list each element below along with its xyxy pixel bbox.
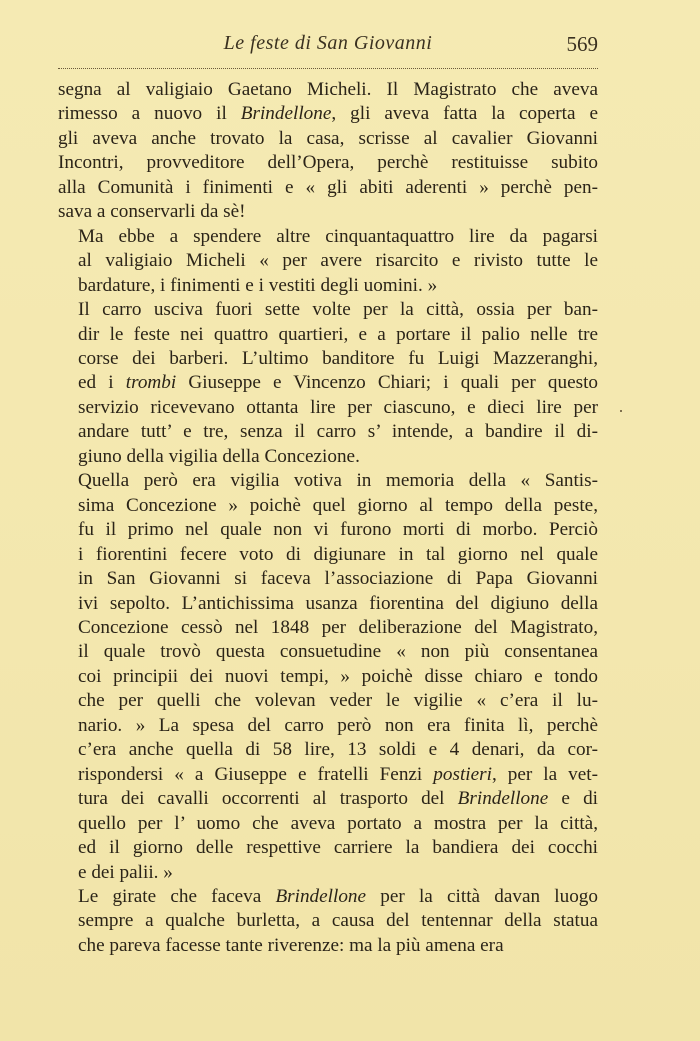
text-line: ed i trombi Giuseppe e Vincenzo Chiari; i quali per questo (78, 372, 598, 394)
paragraph (58, 225, 598, 298)
paragraph (58, 885, 598, 958)
text-line: ed il giorno delle respettive carriere la bandiera dei cocchi (78, 837, 598, 859)
text-line: c’era anche quella di 58 lire, 13 soldi e 4 denari, da cor- (78, 739, 598, 761)
text-line: in San Giovanni si faceva l’associazione di Papa Giovanni (78, 568, 598, 590)
text-line: Incontri, provveditore dell’Opera, perchè restituisse subito (58, 152, 598, 174)
text-line: gli aveva anche trovato la casa, scrisse al cavalier Giovanni (58, 127, 598, 149)
text-line: e dei palii. » (78, 861, 173, 883)
text-line: Ma ebbe a spendere altre cinquantaquattro lire da pagarsi (78, 225, 598, 247)
text-line: rimesso a nuovo il Brindellone, gli aveva fatta la coperta e (58, 103, 598, 125)
text-line: Le girate che faceva Brindellone per la città davan luogo (78, 885, 598, 907)
text-line: ivi sepolto. L’antichissima usanza fiorentina del digiuno della (78, 592, 598, 614)
text-line: andare tutt’ e tre, senza il carro s’ intende, a bandire il di- (78, 421, 598, 443)
text-line: segna al valigiaio Gaetano Micheli. Il Magistrato che aveva (58, 79, 598, 100)
text-line: fu il primo nel quale non vi furono morti di morbo. Perciò (78, 519, 598, 541)
text-line: quello per l’ uomo che aveva portato a mostra per la città, (78, 812, 598, 834)
margin-mark (620, 410, 622, 412)
body-text (58, 78, 598, 958)
text-line: il quale trovò questa consuetudine « non più consentanea (78, 641, 598, 663)
text-line: che per quelli che volevan veder le vigilie « c’era il lu- (78, 690, 598, 712)
text-line: servizio ricevevano ottanta lire per ciascuno, e dieci lire per (78, 396, 598, 418)
running-title: Le feste di San Giovanni (223, 32, 433, 54)
text-line: i fiorentini fecere voto di digiunare in tal giorno nel quale (78, 543, 598, 565)
text-line: Concezione cessò nel 1848 per deliberazione del Magistrato, (78, 616, 598, 638)
text-line: rispondersi « a Giuseppe e fratelli Fenzi postieri, per la vet- (78, 763, 598, 785)
header-rule (58, 68, 598, 69)
text-line: sima Concezione » poichè quel giorno al tempo della peste, (78, 494, 598, 516)
text-line: bardature, i finimenti e i vestiti degli uomini. » (78, 274, 438, 296)
text-line: corse dei barberi. L’ultimo banditore fu Luigi Mazzeranghi, (78, 347, 598, 369)
paragraph (58, 298, 598, 469)
text-line: Il carro usciva fuori sette volte per la città, ossia per ban- (78, 299, 598, 321)
text-line: dir le feste nei quattro quartieri, e a portare il palio nelle tre (78, 323, 598, 345)
text-line: alla Comunità i finimenti e « gli abiti aderenti » perchè pen- (58, 176, 598, 198)
text-line: tura dei cavalli occorrenti al trasporto del Brindellone e di (78, 788, 598, 810)
page-number: 569 (566, 32, 598, 56)
text-line: sava a conservarli da sè! (58, 201, 246, 223)
paragraph (58, 78, 598, 225)
paragraph (58, 469, 598, 885)
text-line: sempre a qualche burletta, a causa del tentennar della statua (78, 910, 598, 932)
text-line: nario. » La spesa del carro però non era finita lì, perchè (78, 714, 598, 736)
text-line: al valigiaio Micheli « per avere risarcito e rivisto tutte le (78, 250, 598, 272)
text-line: coi principii dei nuovi tempi, » poichè disse chiaro e tondo (78, 665, 598, 687)
text-line: che pareva facesse tante riverenze: ma la più amena era (78, 934, 504, 956)
page-header (58, 32, 598, 60)
text-line: giuno della vigilia della Concezione. (78, 445, 360, 467)
text-line: Quella però era vigilia votiva in memoria della « Santis- (78, 470, 598, 492)
